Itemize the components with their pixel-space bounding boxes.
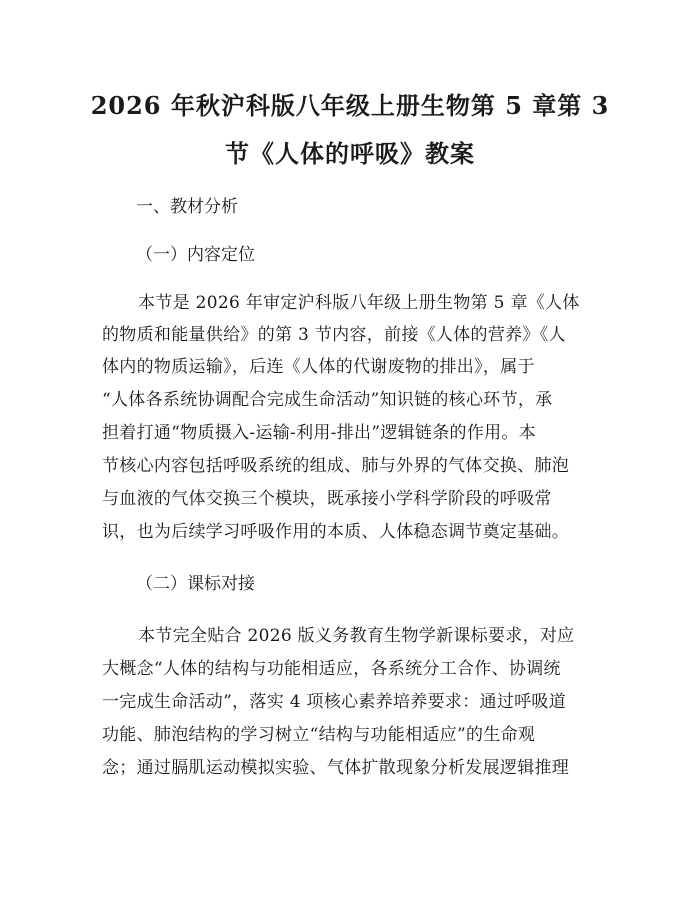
paragraph-line: 担着打通“物质摄入-运输-利用-排出”逻辑链条的作用。本: [102, 423, 537, 443]
paragraph-line: 功能、肺泡结构的学习树立“结构与功能相适应”的生命观: [102, 725, 536, 745]
paragraph-line: 体内的物质运输》，后连《人体的代谢废物的排出》，属于: [102, 357, 535, 377]
section-heading-textbook-analysis: 一、教材分析: [136, 197, 238, 217]
paragraph-line: 本节是 2026 年审定沪科版八年级上册生物第 5 章《人体: [138, 293, 580, 313]
paragraph-line: 节核心内容包括呼吸系统的组成、肺与外界的气体交换、肺泡: [102, 456, 570, 476]
subsection-heading-content-positioning: （一）内容定位: [136, 245, 255, 265]
paragraph-line: 的物质和能量供给》的第 3 节内容，前接《人体的营养》《人: [102, 325, 566, 345]
paragraph-line: 大概念“人体的结构与功能相适应，各系统分工合作、协调统: [102, 659, 561, 679]
subsection-heading-curriculum-alignment: （二）课标对接: [136, 574, 255, 594]
paragraph-line: 识，也为后续学习呼吸作用的本质、人体稳态调节奠定基础。: [102, 522, 570, 542]
paragraph-line: 念；通过膈肌运动模拟实验、气体扩散现象分析发展逻辑推理: [102, 758, 570, 778]
paragraph-line: 与血液的气体交换三个模块，既承接小学科学阶段的呼吸常: [102, 489, 552, 509]
document-title-line-1: 2026 年秋沪科版八年级上册生物第 5 章第 3: [90, 91, 610, 120]
document-title-line-2: 节《人体的呼吸》教案: [225, 139, 475, 168]
paragraph-line: “人体各系统协调配合完成生命活动”知识链的核心环节，承: [102, 390, 553, 410]
paragraph-line: 本节完全贴合 2026 版义务教育生物学新课标要求，对应: [138, 626, 575, 646]
paragraph-line: 一完成生命活动”，落实 4 项核心素养培养要求：通过呼吸道: [102, 692, 567, 712]
